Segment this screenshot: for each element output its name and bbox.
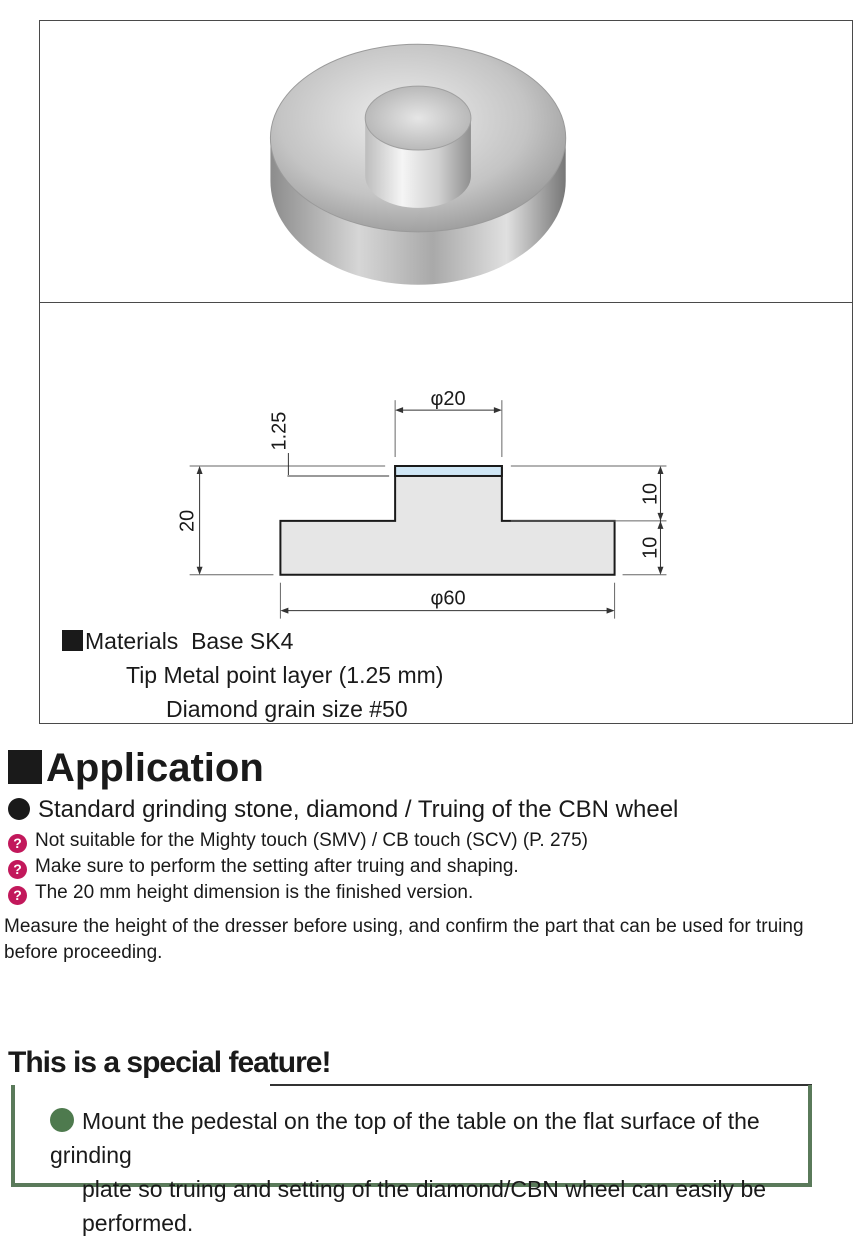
note-item: ? The 20 mm height dimension is the finished version. — [8, 880, 588, 906]
dimension-drawing — [40, 303, 852, 633]
product-frame — [39, 20, 853, 724]
application-notes — [8, 828, 588, 906]
dresser-profile — [280, 466, 614, 575]
application-heading: Application — [8, 744, 264, 792]
square-bullet-icon — [8, 750, 42, 784]
dim-layer: 1.25 — [268, 411, 291, 451]
materials-block — [62, 624, 443, 726]
application-main: Standard grinding stone, diamond / Truing of the CBN wheel — [8, 794, 678, 826]
materials-heading: Materials — [85, 628, 179, 654]
dim-height: 20 — [176, 509, 199, 532]
warning-icon: ? — [8, 886, 27, 905]
special-feature-title: This is a special feature! — [8, 1046, 331, 1079]
note-item: ? Make sure to perform the setting after truing and shaping. — [8, 854, 588, 880]
metal-point-layer — [395, 466, 502, 476]
green-bullet-icon — [50, 1108, 74, 1132]
special-feature-text: Mount the pedestal on the top of the table on the flat surface of the grinding plate so truing and setting of the diamond/CBN wheel can easily be performed. — [50, 1108, 767, 1236]
dim-upper: 10 — [639, 482, 662, 506]
warning-icon: ? — [8, 834, 27, 853]
square-bullet-icon — [62, 630, 83, 651]
materials-grain: Diamond grain size #50 — [166, 696, 408, 722]
note-item: ? Not suitable for the Mighty touch (SMV) / CB touch (SCV) (P. 275) — [8, 828, 588, 854]
dim-lower: 10 — [639, 536, 662, 559]
measure-note: Measure the height of the dresser before using, and confirm the part that can be used for truing before proceeding. — [4, 916, 804, 963]
materials-tip: Tip Metal point layer (1.25 mm) — [126, 662, 444, 688]
product-photo — [40, 21, 852, 302]
warning-icon: ? — [8, 860, 27, 879]
dim-top-diameter: φ20 — [430, 388, 466, 411]
dim-bottom-diameter: φ60 — [430, 587, 466, 610]
materials-base: Base SK4 — [191, 628, 294, 654]
circle-bullet-icon — [8, 798, 30, 820]
